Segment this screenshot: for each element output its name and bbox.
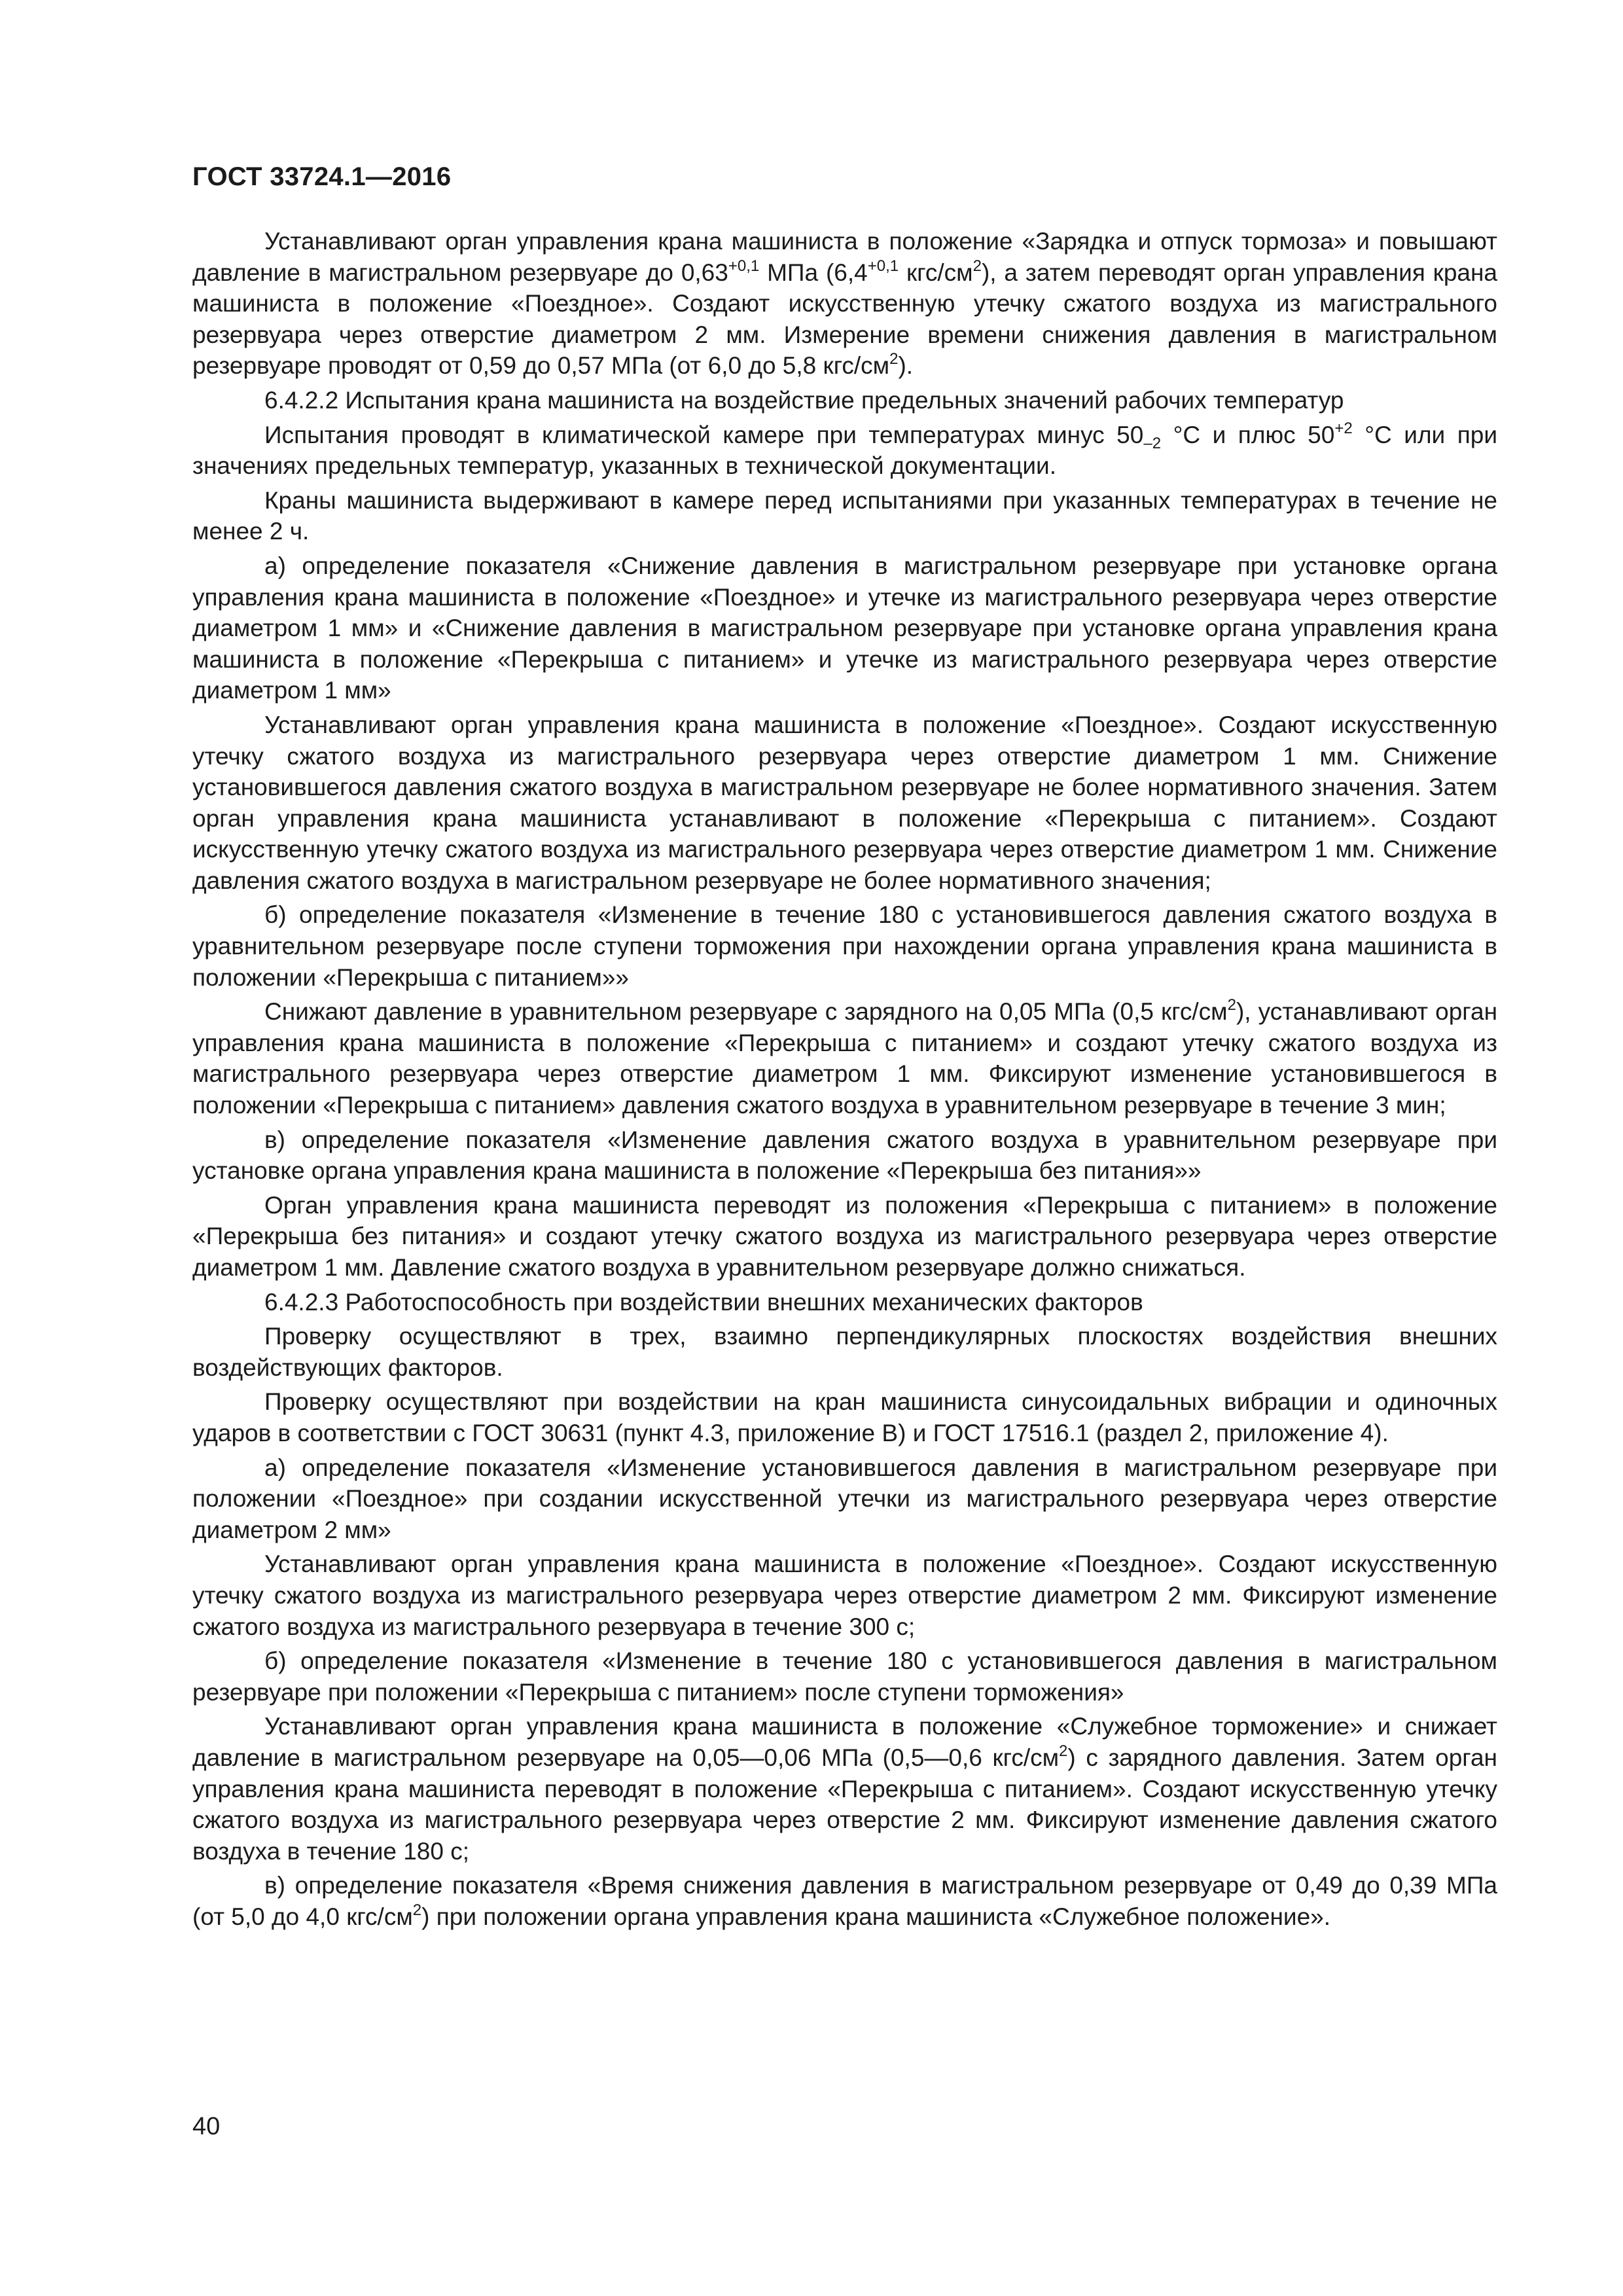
paragraph: [192, 550, 1497, 706]
text-run: а) определение показателя «Изменение установившегося давления в магистральном резервуаре при положении «Поездное» при создании искусственной утечки из магистрального резервуара через отверстие диаметром 2 мм»: [192, 1454, 1497, 1543]
superscript: 2: [412, 1901, 422, 1919]
paragraph: [192, 485, 1497, 547]
paragraph: [192, 899, 1497, 993]
text-run: Испытания проводят в климатической камере при температурах минус 50: [264, 421, 1144, 448]
subscript: –2: [1143, 434, 1162, 452]
text-run: Устанавливают орган управления крана машиниста в положение «Поездное». Создают искусственную утечку сжатого воздуха из магистрального резервуара через отверстие диаметром 2 мм. Фиксируют изменение сжатого воздуха из магистрального резервуара в течение 300 с;: [192, 1551, 1497, 1640]
text-run: Орган управления крана машиниста переводят из положения «Перекрыша с питанием» в положение «Перекрыша без питания» и создают утечку сжатого воздуха из магистрального резервуара через отверстие диаметром 1 мм. Давление сжатого воздуха в уравнительном резервуаре должно снижаться.: [192, 1191, 1497, 1281]
superscript: 2: [1227, 996, 1236, 1014]
document-header: ГОСТ 33724.1—2016: [192, 162, 452, 191]
text-run: в) определение показателя «Время снижения давления в магистральном резервуаре от 0,49 до 0,39 МПа (от 5,0 до 4,0 кгс/см: [192, 1872, 1497, 1930]
document-body: [192, 226, 1497, 1935]
page-number: 40: [192, 2113, 221, 2140]
text-run: б) определение показателя «Изменение в течение 180 с установившегося давления сжатого воздуха в уравнительном резервуаре после ступени торможения при нахождении органа управления крана машиниста в положении «Перекрыша с питанием»»: [192, 901, 1497, 991]
text-run: 6.4.2.3 Работоспособность при воздействии внешних механических факторов: [264, 1288, 1143, 1316]
text-run: Проверку осуществляют при воздействии на кран машиниста синусоидальных вибрации и одиночных ударов в соответствии с ГОСТ 30631 (пункт 4.3, приложение В) и ГОСТ 17516.1 (раздел 2, приложение 4).: [192, 1388, 1497, 1446]
paragraph: [192, 420, 1497, 482]
text-run: 6.4.2.2 Испытания крана машиниста на воздействие предельных значений рабочих температур: [264, 386, 1344, 414]
paragraph: [192, 1287, 1497, 1318]
text-run: Устанавливают орган управления крана машиниста в положение «Поездное». Создают искусственную утечку сжатого воздуха из магистрального резервуара через отверстие диаметром 1 мм. Снижение установившегося давления сжатого воздуха в магистральном резервуаре не более нормативного значения. Затем орган управления крана машиниста устанавливают в положение «Перекрыша с питанием». Создают искусственную утечку сжатого воздуха из магистрального резервуара через отверстие диаметром 1 мм. Снижение давления сжатого воздуха в магистральном резервуаре не более нормативного значения;: [192, 711, 1497, 894]
paragraph: [192, 1190, 1497, 1283]
text-run: ).: [898, 352, 914, 380]
paragraph: [192, 385, 1497, 416]
text-run: °С или при значениях предельных температур, указанных в технической документации.: [192, 421, 1498, 480]
text-run: ) с зарядного давления. Затем орган управления крана машиниста переводят в положение «Перекрыша с питанием». Создают искусственную утечку сжатого воздуха из магистрального резервуара через отверстие 2 мм. Фиксируют изменение давления сжатого воздуха в течение 180 с;: [192, 1744, 1497, 1865]
superscript: 2: [1059, 1742, 1068, 1760]
paragraph: [192, 226, 1497, 382]
superscript: 2: [972, 257, 982, 275]
paragraph: [192, 709, 1497, 897]
text-run: Устанавливают орган управления крана машиниста в положение «Зарядка и отпуск тормоза» и повышают давление в магистральном резервуаре до 0,63: [192, 228, 1497, 286]
text-run: ), устанавливают орган управления крана машиниста в положение «Перекрыша с питанием» и создают утечку сжатого воздуха из магистрального резервуара через отверстие диаметром 1 мм. Фиксируют изменение установившегося в положении «Перекрыша с питанием» давления сжатого воздуха в уравнительном резервуаре в течение 3 мин;: [192, 998, 1498, 1119]
text-run: а) определение показателя «Снижение давления в магистральном резервуаре при установке органа управления крана машиниста в положение «Поездное» и утечке из магистрального резервуара через отверстие диаметром 1 мм» и «Снижение давления в магистральном резервуаре при установке органа управления крана машиниста в положение «Перекрыша с питанием» и утечке из магистрального резервуара через отверстие диаметром 1 мм»: [192, 552, 1497, 704]
text-run: кгс/см: [899, 259, 973, 286]
paragraph: [192, 1711, 1497, 1867]
superscript: +2: [1334, 419, 1353, 437]
superscript: +0,1: [728, 257, 760, 275]
text-run: в) определение показателя «Изменение давления сжатого воздуха в уравнительном резервуаре при установке органа управления крана машиниста в положение «Перекрыша без питания»»: [192, 1126, 1497, 1185]
text-run: Проверку осуществляют в трех, взаимно перпендикулярных плоскостях воздействия внешних воздействующих факторов.: [192, 1323, 1497, 1381]
superscript: 2: [889, 350, 899, 368]
text-run: МПа (6,4: [759, 259, 868, 286]
text-run: б) определение показателя «Изменение в течение 180 с установившегося давления в магистральном резервуаре при положении «Перекрыша с питанием» после ступени торможения»: [192, 1647, 1497, 1706]
paragraph: [192, 1386, 1497, 1448]
text-run: °С и плюс 50: [1161, 421, 1335, 448]
text-run: Краны машиниста выдерживают в камере перед испытаниями при указанных температурах в течение не менее 2 ч.: [192, 486, 1497, 545]
text-run: Устанавливают орган управления крана машиниста в положение «Служебное торможение» и снижает давление в магистральном резервуаре на 0,05—0,06 МПа (0,5—0,6 кгс/см: [192, 1713, 1497, 1771]
paragraph: [192, 1124, 1497, 1187]
paragraph: [192, 1549, 1497, 1642]
paragraph: [192, 996, 1497, 1121]
paragraph: [192, 1645, 1497, 1708]
superscript: +0,1: [867, 257, 899, 275]
text-run: ), а затем переводят орган управления крана машиниста в положение «Поездное». Создают искусственную утечку сжатого воздуха из магистрального резервуара через отверстие диаметром 2 мм. Измерение времени снижения давления в магистральном резервуаре проводят от 0,59 до 0,57 МПа (от 6,0 до 5,8 кгс/см: [192, 259, 1498, 380]
text-run: Снижают давление в уравнительном резервуаре с зарядного на 0,05 МПа (0,5 кгс/см: [264, 998, 1228, 1026]
paragraph: [192, 1452, 1497, 1546]
text-run: ) при положении органа управления крана машиниста «Служебное положение».: [421, 1903, 1331, 1930]
paragraph: [192, 1870, 1497, 1932]
paragraph: [192, 1321, 1497, 1383]
